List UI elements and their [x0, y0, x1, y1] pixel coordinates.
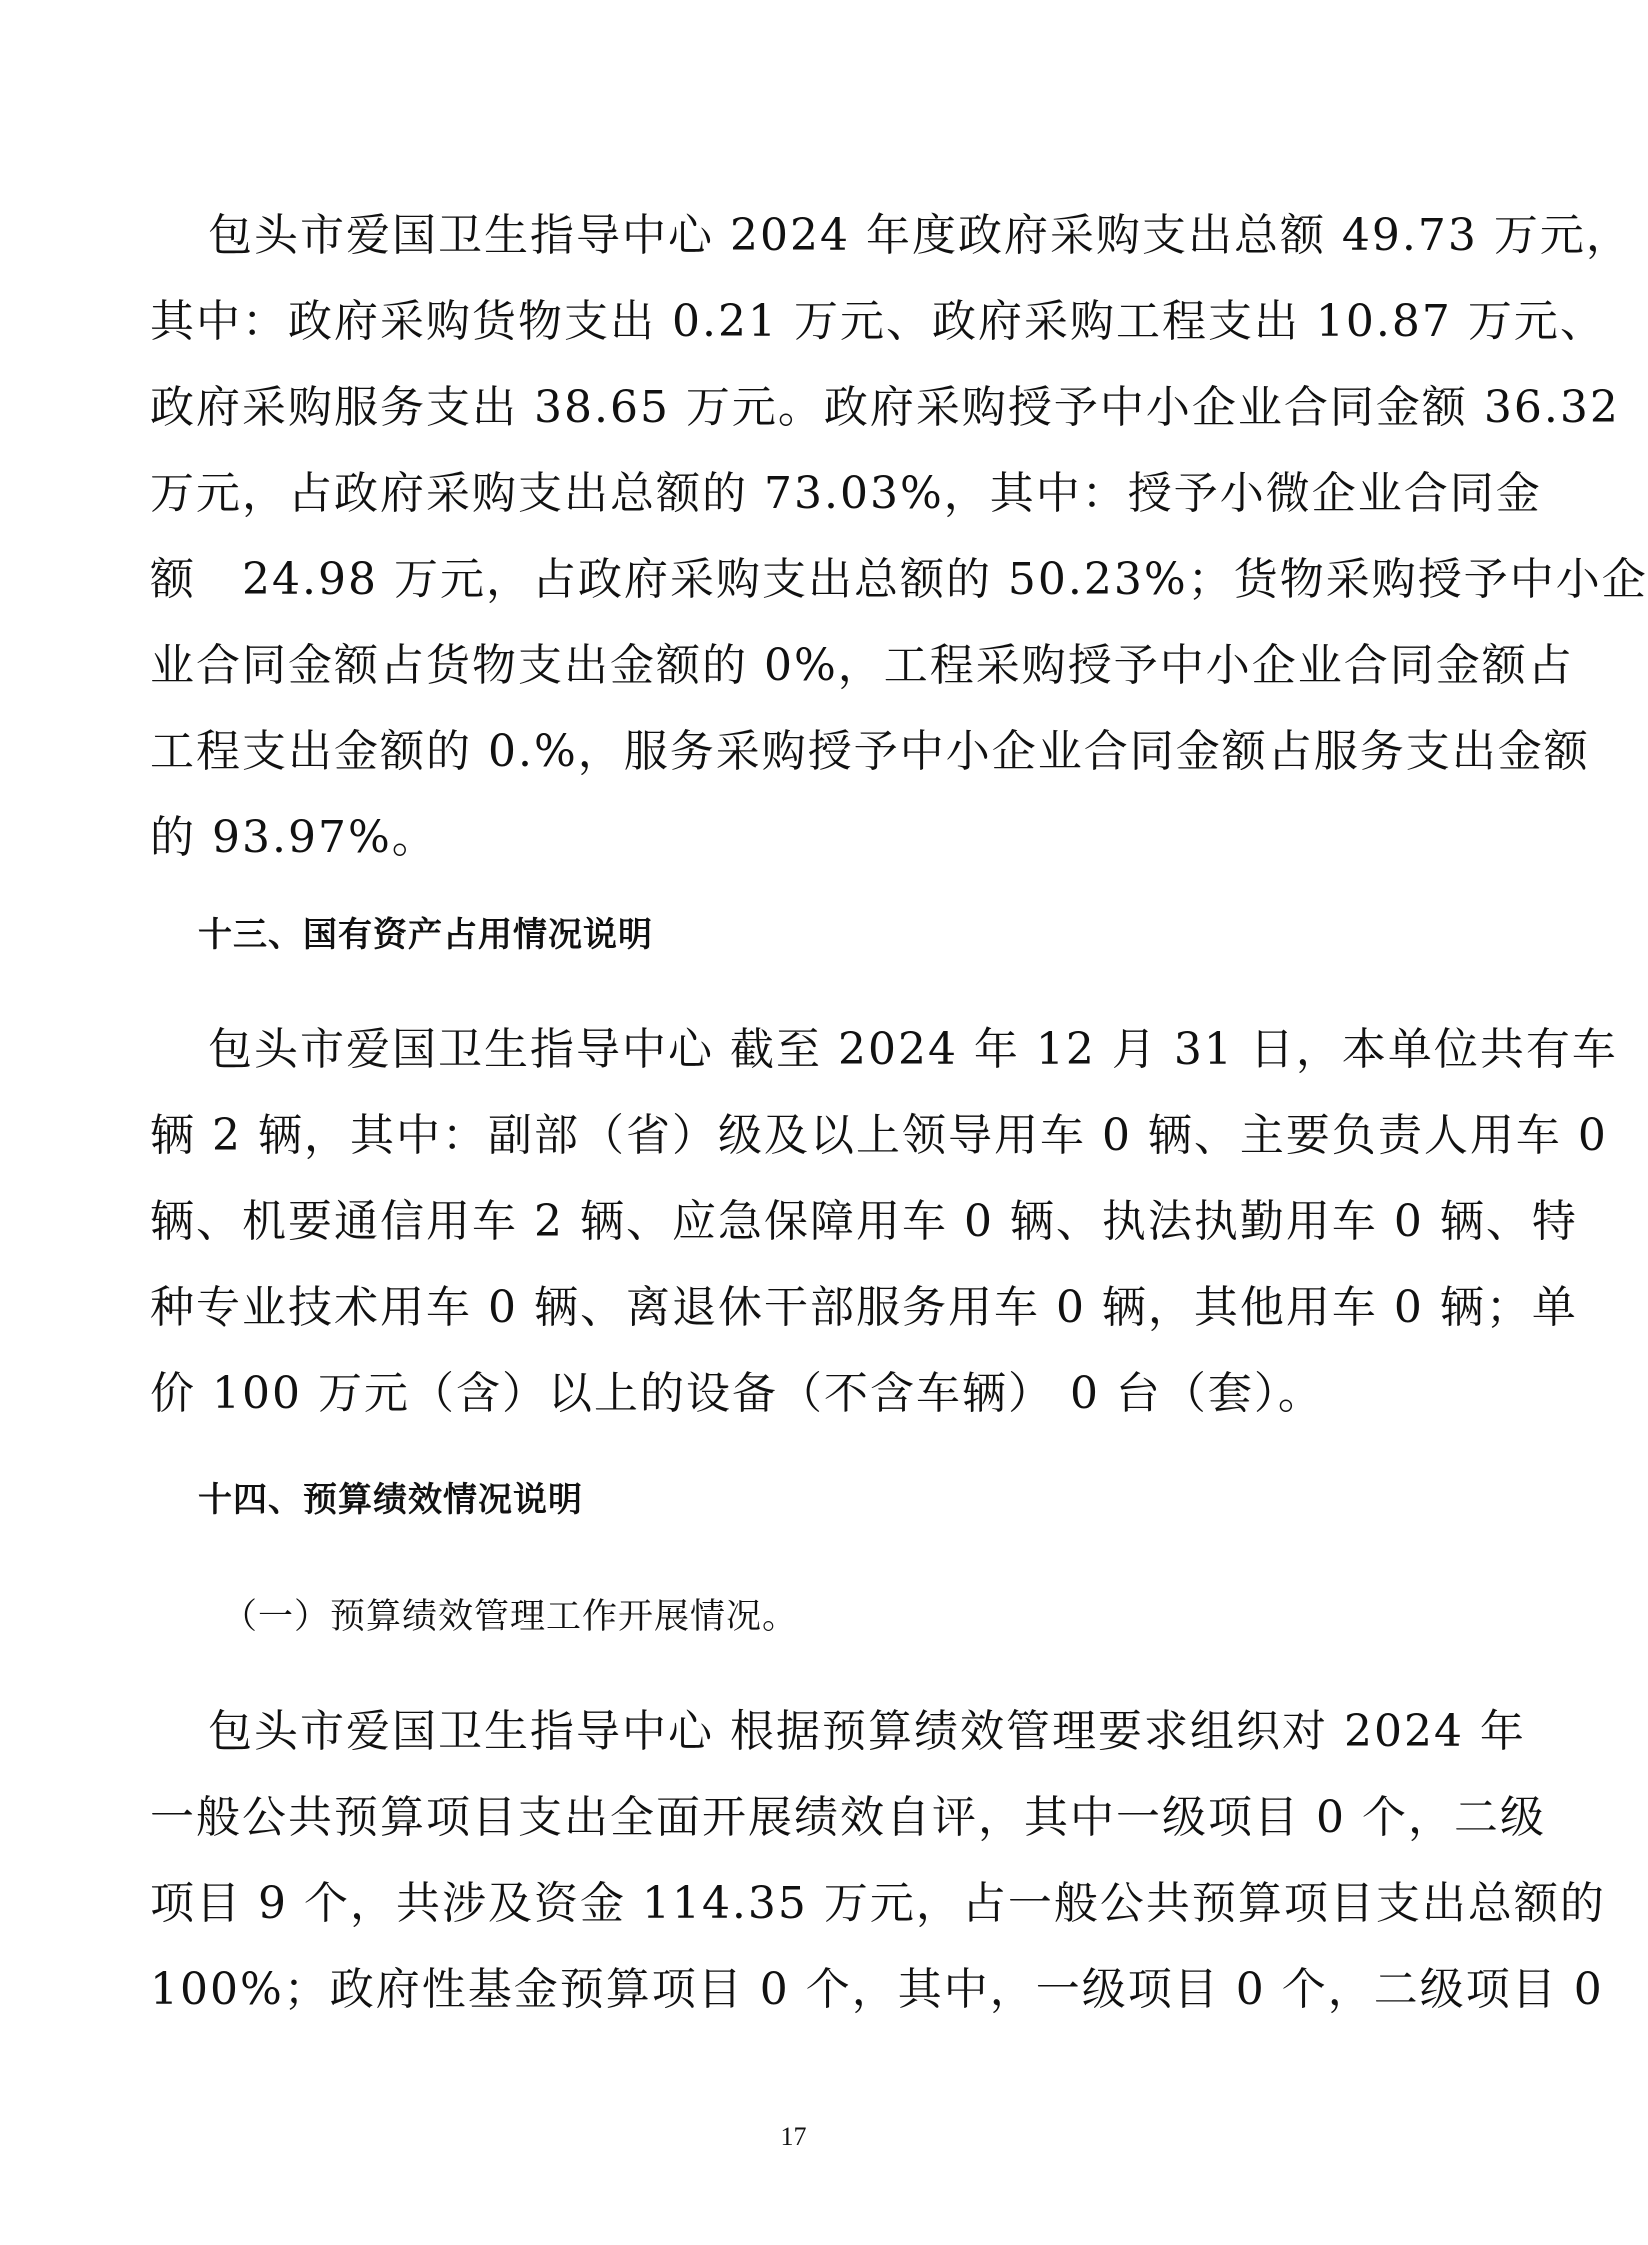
page-number: 17 — [780, 2122, 807, 2151]
section-14-subheading: （一）预算绩效管理工作开展情况。 — [222, 1597, 799, 1637]
paragraph-line: 项目 9 个，共涉及资金 114.35 万元，占一般公共预算项目支出总额的 — [150, 1878, 1606, 1929]
paragraph-line: 辆、机要通信用车 2 辆、应急保障用车 0 辆、执法执勤用车 0 辆、特 — [150, 1196, 1578, 1247]
paragraph-line: 工程支出金额的 0.%，服务采购授予中小企业合同金额占服务支出金额 — [150, 726, 1590, 777]
paragraph-line: 政府采购服务支出 38.65 万元。政府采购授予中小企业合同金额 36.32 — [150, 382, 1620, 433]
paragraph-line: 其中：政府采购货物支出 0.21 万元、政府采购工程支出 10.87 万元、 — [150, 296, 1606, 347]
paragraph-line: 一般公共预算项目支出全面开展绩效自评，其中一级项目 0 个，二级 — [150, 1792, 1546, 1843]
paragraph-line: 额 24.98 万元，占政府采购支出总额的 50.23%；货物采购授予中小企 — [150, 554, 1648, 605]
paragraph-line: 万元，占政府采购支出总额的 73.03%，其中：授予小微企业合同金 — [150, 468, 1542, 519]
paragraph-line: 辆 2 辆，其中：副部（省）级及以上领导用车 0 辆、主要负责人用车 0 — [150, 1110, 1608, 1161]
paragraph-line: 价 100 万元（含）以上的设备（不含车辆） 0 台（套）。 — [150, 1368, 1324, 1419]
paragraph-line: 100%；政府性基金预算项目 0 个，其中，一级项目 0 个，二级项目 0 — [150, 1964, 1604, 2015]
paragraph-line: 包头市爱国卫生指导中心 2024 年度政府采购支出总额 49.73 万元， — [208, 210, 1632, 261]
paragraph-line: 种专业技术用车 0 辆、离退休干部服务用车 0 辆，其他用车 0 辆；单 — [150, 1282, 1578, 1333]
paragraph-line: 业合同金额占货物支出金额的 0%，工程采购授予中小企业合同金额占 — [150, 640, 1574, 691]
section-14-heading: 十四、预算绩效情况说明 — [198, 1480, 583, 1520]
paragraph-line: 包头市爱国卫生指导中心 截至 2024 年 12 月 31 日，本单位共有车 — [208, 1024, 1618, 1075]
paragraph-line: 的 93.97%。 — [150, 812, 438, 863]
paragraph-line: 包头市爱国卫生指导中心 根据预算绩效管理要求组织对 2024 年 — [208, 1706, 1526, 1757]
section-13-heading: 十三、国有资产占用情况说明 — [198, 915, 653, 955]
